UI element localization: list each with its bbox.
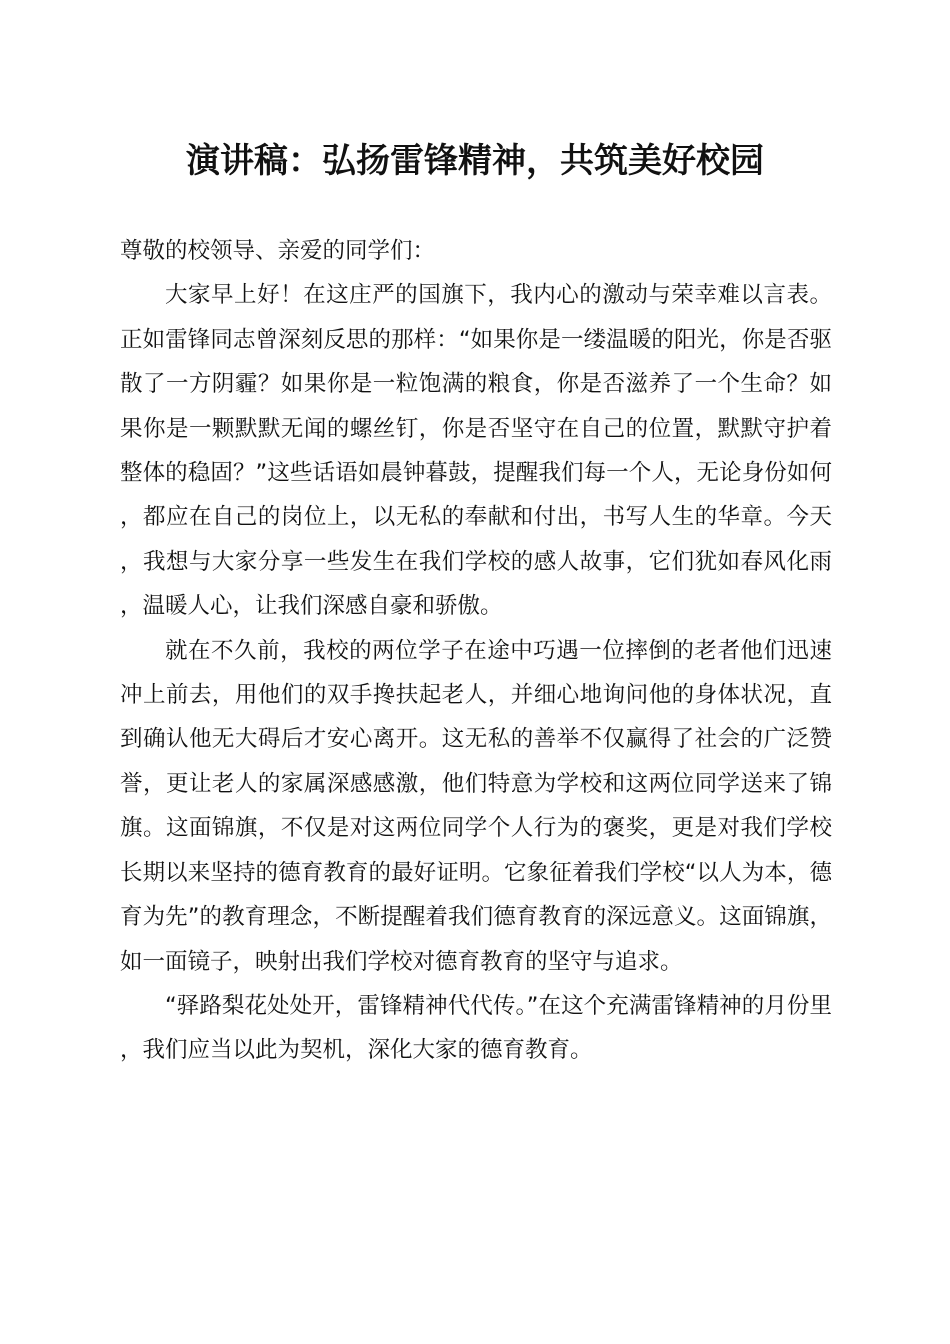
paragraph-2: 就在不久前，我校的两位学子在途中巧遇一位摔倒的老者他们迅速冲上前去，用他们的双手搀扶起老人，并细心地询问他的身体状况，直到确认他无大碍后才安心离开。这无私的善举不仅赢得了社会的广泛赞誉，更让老人的家属深感感激，他们特意为学校和这两位同学送来了锦旗。这面锦旗，不仅是对这两位同学个人行为的褒奖，更是对我们学校长期以来坚持的德育教育的最好证明。它象征着我们学校“以人为本，德育为先”的教育理念，不断提醒着我们德育教育的深远意义。这面锦旗，如一面镜子，映射出我们学校对德育教育的坚守与追求。 bbox=[120, 637, 832, 975]
document-body bbox=[120, 229, 832, 1073]
document-title: 演讲稿：弘扬雷锋精神，共筑美好校园 bbox=[186, 141, 764, 181]
paragraph-1: 大家早上好！在这庄严的国旗下，我内心的激动与荣幸难以言表。正如雷锋同志曾深刻反思的那样：“如果你是一缕温暖的阳光，你是否驱散了一方阴霾？如果你是一粒饱满的粮食，你是否滋养了一个生命？如果你是一颗默默无闻的螺丝钉，你是否坚守在自己的位置，默默守护着整体的稳固？”这些话语如晨钟暮鼓，提醒我们每一个人，无论身份如何，都应在自己的岗位上，以无私的奉献和付出，书写人生的华章。今天，我想与大家分享一些发生在我们学校的感人故事，它们犹如春风化雨，温暖人心，让我们深感自豪和骄傲。 bbox=[120, 282, 832, 620]
paragraph-3: “驿路梨花处处开，雷锋精神代代传。”在这个充满雷锋精神的月份里，我们应当以此为契机，深化大家的德育教育。 bbox=[120, 992, 832, 1064]
salutation: 尊敬的校领导、亲爱的同学们： bbox=[120, 238, 436, 264]
